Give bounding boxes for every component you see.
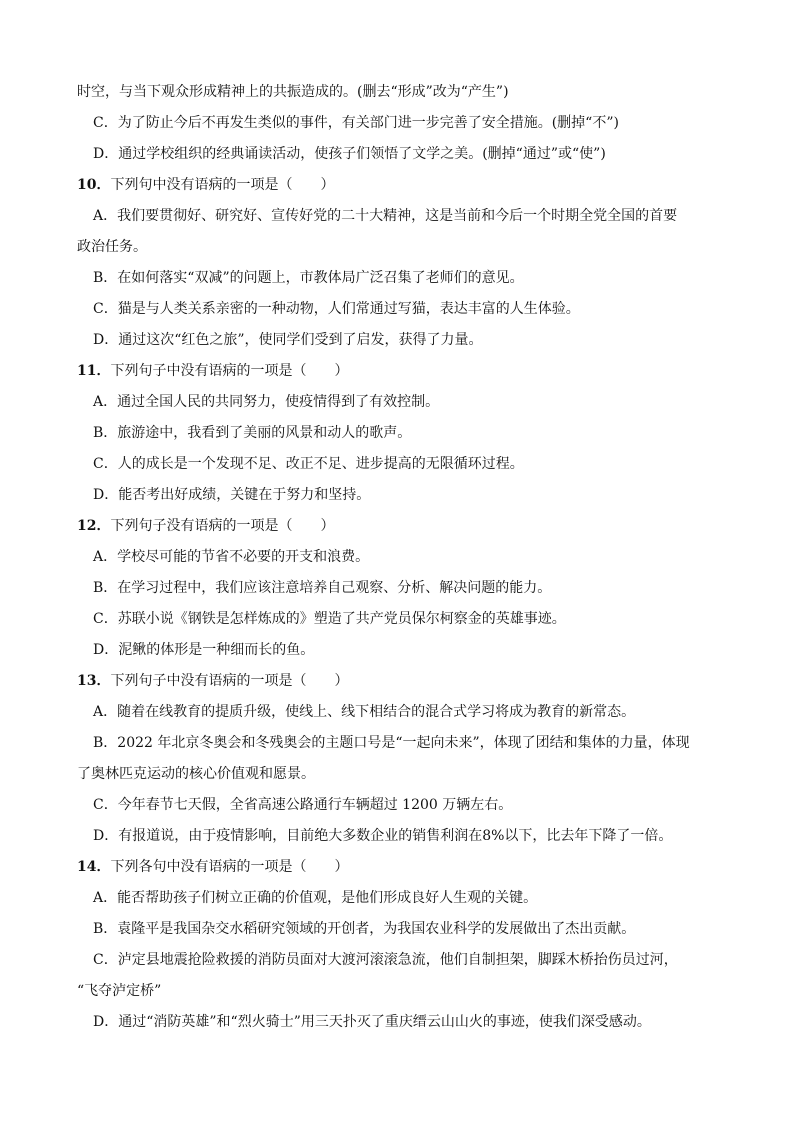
question-12 [0, 516, 794, 536]
option-a: A．随着在线教育的提质升级，使线上、线下相结合的混合式学习将成为教育的新常态。 [93, 704, 636, 720]
option-d: D．能否考出好成绩，关键在于努力和坚持。 [93, 487, 371, 503]
option-c: C．猫是与人类关系亲密的一种动物，人们常通过写猫，表达丰富的人生体验。 [93, 301, 580, 317]
question-11 [0, 361, 794, 381]
option-b: B．在如何落实“双减”的问题上，市教体局广泛召集了老师们的意见。 [93, 270, 524, 286]
option-d: D．泥鳅的体形是一种细而长的鱼。 [93, 642, 315, 658]
option-a: A．能否帮助孩子们树立正确的价值观，是他们形成良好人生观的关键。 [93, 890, 538, 906]
option-c: C．为了防止今后不再发生类似的事件，有关部门进一步完善了安全措施。(删掉“不”) [93, 115, 619, 131]
option-c: C．泸定县地震抢险救援的消防员面对大渡河滚滚急流，他们自制担架，脚踩木桥抬伤员过河， [93, 952, 678, 968]
option-a: A．通过全国人民的共同努力，使疫情得到了有效控制。 [93, 394, 440, 410]
option-b: B．2022 年北京冬奥会和冬残奥会的主题口号是“一起向未来”，体现了团结和集体的力量，体现 [93, 735, 690, 751]
question-number: 13． [77, 673, 111, 689]
option-c: C．今年春节七天假，全省高速公路通行车辆超过 1200 万辆左右。 [93, 797, 513, 813]
question-stem: 下列句子中没有语病的一项是（ ） [110, 363, 349, 379]
question-stem: 下列句子中没有语病的一项是（ ） [110, 673, 349, 689]
option-d: D．通过这次“红色之旅”，使同学们受到了启发，获得了力量。 [93, 332, 483, 348]
option-a: A．学校尽可能的节省不必要的开支和浪费。 [93, 549, 370, 565]
option-c-continued: “飞夺泸定桥” [77, 983, 162, 999]
question-14 [0, 857, 794, 877]
question-13 [0, 671, 794, 691]
question-number: 12． [77, 518, 111, 534]
option-c: C．苏联小说《钢铁是怎样炼成的》塑造了共产党员保尔柯察金的英雄事迹。 [93, 611, 566, 627]
question-10 [0, 175, 794, 195]
option-d: D．有报道说，由于疫情影响，目前绝大多数企业的销售利润在8%以下，比去年下降了一倍。 [93, 828, 673, 844]
option-d: D．通过学校组织的经典诵读活动，使孩子们领悟了文学之美。(删掉“通过”或“使”) [93, 146, 606, 162]
option-b-continued: 了奥林匹克运动的核心价值观和愿景。 [77, 766, 315, 782]
option-a-continued: 政治任务。 [77, 239, 147, 255]
option-b: B．袁隆平是我国杂交水稻研究领域的开创者，为我国农业科学的发展做出了杰出贡献。 [93, 921, 636, 937]
question-stem: 下列各句中没有语病的一项是（ ） [110, 859, 349, 875]
question-stem: 下列句子没有语病的一项是（ ） [110, 518, 335, 534]
option-b: B．旅游途中，我看到了美丽的风景和动人的歌声。 [93, 425, 412, 441]
question-stem: 下列句中没有语病的一项是（ ） [110, 177, 335, 193]
carryover-line: 时空，与当下观众形成精神上的共振造成的。(删去“形成”改为“产生”) [77, 84, 509, 100]
option-d: D．通过“消防英雄”和“烈火骑士”用三天扑灭了重庆缙云山山火的事迹，使我们深受感动。 [93, 1014, 651, 1030]
option-b: B．在学习过程中，我们应该注意培养自己观察、分析、解决问题的能力。 [93, 580, 552, 596]
question-number: 11． [77, 363, 111, 379]
option-a: A．我们要贯彻好、研究好、宣传好党的二十大精神，这是当前和今后一个时期全党全国的首要 [93, 208, 678, 224]
question-number: 10． [77, 177, 111, 193]
question-number: 14． [77, 859, 111, 875]
option-c: C．人的成长是一个发现不足、改正不足、进步提高的无限循环过程。 [93, 456, 524, 472]
